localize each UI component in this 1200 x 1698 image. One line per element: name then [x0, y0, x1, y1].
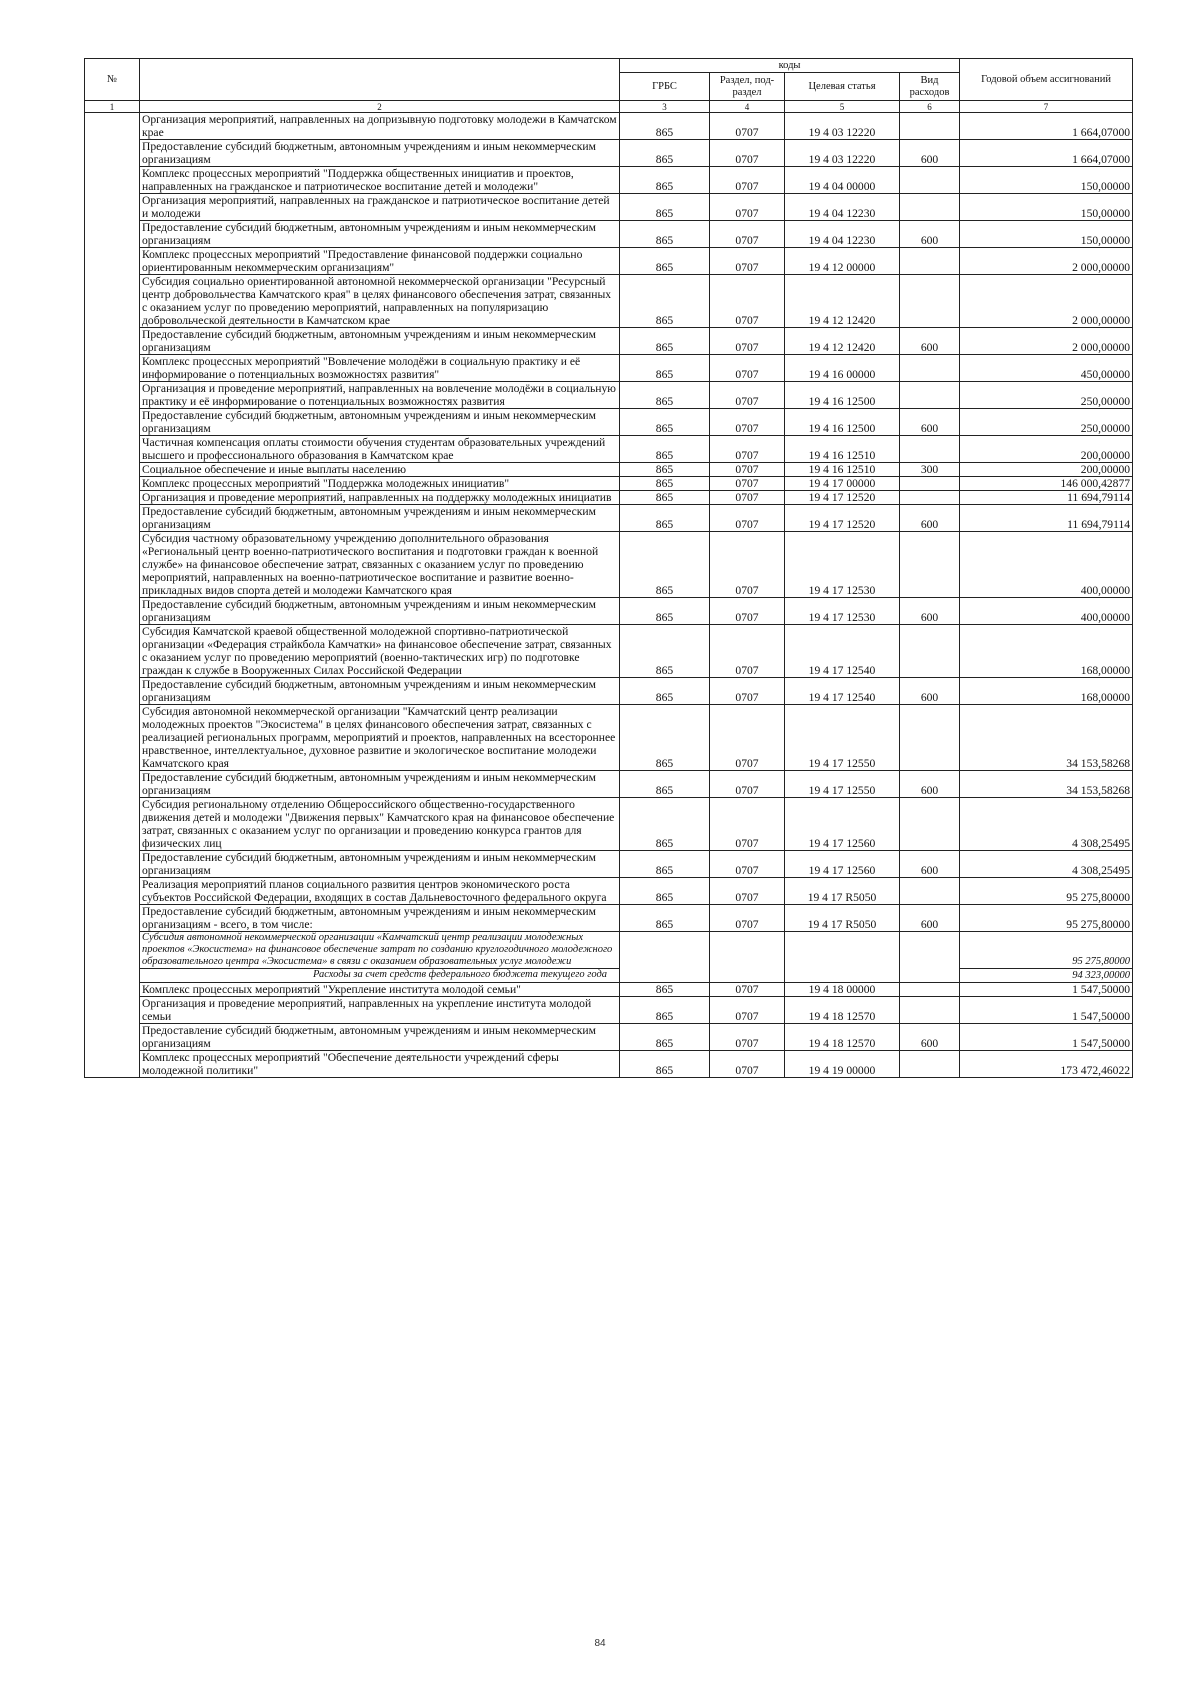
row-expense-type: 600: [900, 409, 960, 436]
row-target-article: 19 4 03 12220: [785, 140, 900, 167]
row-name: Предоставление субсидий бюджетным, автономным учреждениям и иным некоммерческим организациям: [140, 140, 620, 167]
row-target-article: 19 4 17 00000: [785, 477, 900, 491]
row-amount: 34 153,58268: [960, 705, 1133, 771]
row-grbs: 865: [620, 505, 710, 532]
row-target-article: 19 4 12 12420: [785, 275, 900, 328]
row-expense-type: [900, 705, 960, 771]
row-name: Расходы за счет средств федерального бюджета текущего года: [140, 969, 620, 983]
row-grbs: [620, 969, 710, 983]
row-grbs: 865: [620, 248, 710, 275]
row-name: Предоставление субсидий бюджетным, автономным учреждениям и иным некоммерческим организациям: [140, 1024, 620, 1051]
row-target-article: 19 4 04 00000: [785, 167, 900, 194]
row-target-article: 19 4 17 12530: [785, 598, 900, 625]
row-amount: 250,00000: [960, 382, 1133, 409]
row-amount: 200,00000: [960, 436, 1133, 463]
row-grbs: 865: [620, 355, 710, 382]
row-grbs: 865: [620, 705, 710, 771]
row-razdel: 0707: [710, 113, 785, 140]
row-razdel: 0707: [710, 436, 785, 463]
row-target-article: 19 4 04 12230: [785, 194, 900, 221]
row-expense-type: 600: [900, 598, 960, 625]
row-grbs: 865: [620, 113, 710, 140]
row-razdel: 0707: [710, 275, 785, 328]
row-razdel: 0707: [710, 997, 785, 1024]
row-razdel: 0707: [710, 477, 785, 491]
row-amount: 1 547,50000: [960, 983, 1133, 997]
table-row: [85, 598, 1133, 625]
row-amount: 1 664,07000: [960, 140, 1133, 167]
row-target-article: [785, 969, 900, 983]
row-name: Субсидия Камчатской краевой общественной молодежной спортивно-патриотической организации «Федерация страйкбола Камчатки» на финансовое обеспечение затрат, связанных с оказанием услуг по проведению мероприятий (военно-тактических игр) по подготовке граждан к службе в Вооруженных Силах Российской Федерации: [140, 625, 620, 678]
row-name: Субсидия социально ориентированной автономной некоммерческой организации "Ресурсный центр добровольчества Камчатского края" в целях финансового обеспечения затрат, связанных с оказанием услуг по проведению мероприятий, направленных на популяризацию добровольческой деятельности в Камчатском крае: [140, 275, 620, 328]
row-grbs: 865: [620, 851, 710, 878]
row-razdel: 0707: [710, 983, 785, 997]
row-target-article: 19 4 17 R5050: [785, 878, 900, 905]
table-row: [85, 248, 1133, 275]
row-razdel: 0707: [710, 851, 785, 878]
row-expense-type: 600: [900, 505, 960, 532]
row-razdel: [710, 932, 785, 969]
row-expense-type: [900, 275, 960, 328]
table-row: [85, 798, 1133, 851]
table-row: [85, 463, 1133, 477]
budget-table: [84, 58, 1133, 1078]
row-target-article: 19 4 03 12220: [785, 113, 900, 140]
row-razdel: 0707: [710, 463, 785, 477]
row-target-article: 19 4 16 00000: [785, 355, 900, 382]
row-amount: 4 308,25495: [960, 798, 1133, 851]
row-amount: 1 547,50000: [960, 997, 1133, 1024]
table-row: [85, 705, 1133, 771]
row-razdel: 0707: [710, 355, 785, 382]
table-row: [85, 932, 1133, 969]
row-amount: 173 472,46022: [960, 1051, 1133, 1078]
row-name: Субсидия региональному отделению Общероссийского общественно-государственного движения детей и молодежи "Движения первых" Камчатского края на финансовое обеспечение затрат, связанных с оказанием услуг по организации и проведению конкурса грантов для физических лиц: [140, 798, 620, 851]
row-target-article: 19 4 17 12540: [785, 678, 900, 705]
row-razdel: 0707: [710, 248, 785, 275]
row-expense-type: 600: [900, 140, 960, 167]
row-target-article: 19 4 12 00000: [785, 248, 900, 275]
header-grbs: ГРБС: [620, 73, 710, 101]
row-amount: 11 694,79114: [960, 505, 1133, 532]
header-razdel: Раздел, под-раздел: [710, 73, 785, 101]
row-name: Организация и проведение мероприятий, направленных на вовлечение молодёжи в социальную практику и её информирование о потенциальных возможностях развития: [140, 382, 620, 409]
row-grbs: 865: [620, 328, 710, 355]
table-row: [85, 997, 1133, 1024]
row-target-article: 19 4 16 12510: [785, 436, 900, 463]
row-expense-type: 600: [900, 851, 960, 878]
row-name: Субсидия автономной некоммерческой организации "Камчатский центр реализации молодежных проектов "Экосистема" в целях финансового обеспечения затрат, связанных с реализацией региональных программ, мероприятий и проектов, направленных на всестороннее нравственное, интеллектуальное, духовное развитие и экологическое воспитание молодежи Камчатского края: [140, 705, 620, 771]
row-expense-type: [900, 491, 960, 505]
row-name: Комплекс процессных мероприятий "Обеспечение деятельности учреждений сферы молодежной политики": [140, 1051, 620, 1078]
row-name: Предоставление субсидий бюджетным, автономным учреждениям и иным некоммерческим организациям: [140, 598, 620, 625]
header-codes: коды: [620, 59, 960, 73]
row-grbs: 865: [620, 140, 710, 167]
row-target-article: 19 4 17 12560: [785, 851, 900, 878]
row-expense-type: [900, 194, 960, 221]
row-grbs: 865: [620, 1024, 710, 1051]
row-name: Реализация мероприятий планов социального развития центров экономического роста субъектов Российской Федерации, входящих в состав Дальневосточного федерального округа: [140, 878, 620, 905]
table-row: [85, 678, 1133, 705]
row-target-article: 19 4 16 12510: [785, 463, 900, 477]
row-amount: 150,00000: [960, 167, 1133, 194]
row-expense-type: [900, 878, 960, 905]
row-expense-type: [900, 997, 960, 1024]
header-name: [140, 59, 620, 101]
row-expense-type: [900, 382, 960, 409]
row-amount: 200,00000: [960, 463, 1133, 477]
row-amount: 168,00000: [960, 625, 1133, 678]
row-amount: 94 323,00000: [960, 969, 1133, 983]
row-target-article: 19 4 17 12560: [785, 798, 900, 851]
row-target-article: 19 4 16 12500: [785, 382, 900, 409]
row-grbs: 865: [620, 167, 710, 194]
row-name: Социальное обеспечение и иные выплаты населению: [140, 463, 620, 477]
row-razdel: 0707: [710, 194, 785, 221]
row-expense-type: [900, 625, 960, 678]
row-grbs: 865: [620, 221, 710, 248]
row-name: Предоставление субсидий бюджетным, автономным учреждениям и иным некоммерческим организациям - всего, в том числе:: [140, 905, 620, 932]
row-amount: 450,00000: [960, 355, 1133, 382]
row-razdel: 0707: [710, 167, 785, 194]
row-target-article: 19 4 04 12230: [785, 221, 900, 248]
table-row: [85, 275, 1133, 328]
row-target-article: 19 4 18 12570: [785, 997, 900, 1024]
row-target-article: 19 4 17 12520: [785, 491, 900, 505]
row-amount: 2 000,00000: [960, 248, 1133, 275]
row-grbs: 865: [620, 997, 710, 1024]
table-row: [85, 969, 1133, 983]
row-grbs: 865: [620, 771, 710, 798]
row-razdel: 0707: [710, 771, 785, 798]
row-expense-type: 600: [900, 328, 960, 355]
row-razdel: 0707: [710, 140, 785, 167]
row-target-article: 19 4 16 12500: [785, 409, 900, 436]
table-row: [85, 140, 1133, 167]
row-razdel: 0707: [710, 705, 785, 771]
row-amount: 11 694,79114: [960, 491, 1133, 505]
row-grbs: 865: [620, 275, 710, 328]
row-target-article: 19 4 18 12570: [785, 1024, 900, 1051]
col-number: 2: [140, 101, 620, 113]
row-grbs: 865: [620, 1051, 710, 1078]
table-row: [85, 491, 1133, 505]
row-amount: 150,00000: [960, 221, 1133, 248]
col-number: 6: [900, 101, 960, 113]
row-razdel: 0707: [710, 382, 785, 409]
row-amount: 150,00000: [960, 194, 1133, 221]
row-grbs: 865: [620, 678, 710, 705]
row-amount: 146 000,42877: [960, 477, 1133, 491]
row-expense-type: [900, 167, 960, 194]
row-amount: 95 275,80000: [960, 905, 1133, 932]
row-amount: 34 153,58268: [960, 771, 1133, 798]
row-amount: 95 275,80000: [960, 932, 1133, 969]
col-number: 7: [960, 101, 1133, 113]
header-annual-volume: Годовой объем ассигнований: [960, 59, 1133, 101]
row-grbs: 865: [620, 477, 710, 491]
row-target-article: 19 4 17 12520: [785, 505, 900, 532]
row-amount: 95 275,80000: [960, 878, 1133, 905]
row-target-article: 19 4 17 R5050: [785, 905, 900, 932]
table-row: [85, 1051, 1133, 1078]
row-expense-type: [900, 355, 960, 382]
row-amount: 250,00000: [960, 409, 1133, 436]
row-name: Комплекс процессных мероприятий "Поддержка общественных инициатив и проектов, направленных на гражданское и патриотическое воспитание детей и молодежи": [140, 167, 620, 194]
row-razdel: 0707: [710, 598, 785, 625]
col-number: 4: [710, 101, 785, 113]
row-razdel: 0707: [710, 878, 785, 905]
row-expense-type: 600: [900, 1024, 960, 1051]
table-row: [85, 477, 1133, 491]
row-razdel: 0707: [710, 505, 785, 532]
header-target-article: Целевая статья: [785, 73, 900, 101]
row-name: Организация и проведение мероприятий, направленных на поддержку молодежных инициатив: [140, 491, 620, 505]
row-name: Предоставление субсидий бюджетным, автономным учреждениям и иным некоммерческим организациям: [140, 678, 620, 705]
col-number: 1: [85, 101, 140, 113]
row-target-article: 19 4 18 00000: [785, 983, 900, 997]
row-expense-type: [900, 532, 960, 598]
row-name: Организация мероприятий, направленных на гражданское и патриотическое воспитание детей и молодежи: [140, 194, 620, 221]
row-razdel: 0707: [710, 409, 785, 436]
table-row: [85, 167, 1133, 194]
row-grbs: 865: [620, 983, 710, 997]
row-amount: 2 000,00000: [960, 328, 1133, 355]
table-row: [85, 409, 1133, 436]
row-razdel: 0707: [710, 532, 785, 598]
row-name: Комплекс процессных мероприятий "Поддержка молодежных инициатив": [140, 477, 620, 491]
row-grbs: 865: [620, 532, 710, 598]
row-razdel: 0707: [710, 328, 785, 355]
table-header: [85, 59, 1133, 113]
row-amount: 168,00000: [960, 678, 1133, 705]
row-name: Предоставление субсидий бюджетным, автономным учреждениям и иным некоммерческим организациям: [140, 221, 620, 248]
row-target-article: 19 4 17 12540: [785, 625, 900, 678]
row-grbs: 865: [620, 409, 710, 436]
row-expense-type: [900, 113, 960, 140]
row-name: Частичная компенсация оплаты стоимости обучения студентам образовательных учреждений высшего и профессионального образования в Камчатском крае: [140, 436, 620, 463]
table-row: [85, 355, 1133, 382]
row-grbs: 865: [620, 905, 710, 932]
row-amount: 400,00000: [960, 532, 1133, 598]
row-name: Субсидия автономной некоммерческой организации «Камчатский центр реализации молодежных проектов «Экосистема» на финансовое обеспечение затрат по созданию круглогодичного молодежного образовательного центра «Экосистема» в связи с оказанием образовательных услуг молодежи: [140, 932, 620, 969]
row-grbs: 865: [620, 436, 710, 463]
row-expense-type: [900, 436, 960, 463]
row-grbs: 865: [620, 878, 710, 905]
row-razdel: 0707: [710, 491, 785, 505]
row-razdel: 0707: [710, 625, 785, 678]
row-target-article: [785, 932, 900, 969]
header-num: №: [85, 59, 140, 101]
row-name: Комплекс процессных мероприятий "Вовлечение молодёжи в социальную практику и её информирование о потенциальных возможностях развития": [140, 355, 620, 382]
row-grbs: 865: [620, 491, 710, 505]
row-amount: 1 547,50000: [960, 1024, 1133, 1051]
row-expense-type: 600: [900, 678, 960, 705]
row-name: Предоставление субсидий бюджетным, автономным учреждениям и иным некоммерческим организациям: [140, 505, 620, 532]
row-razdel: 0707: [710, 905, 785, 932]
row-razdel: 0707: [710, 678, 785, 705]
row-name: Организация и проведение мероприятий, направленных на укрепление института молодой семьи: [140, 997, 620, 1024]
table-row: [85, 505, 1133, 532]
row-number-cell: [85, 113, 140, 1078]
table-row: [85, 436, 1133, 463]
row-amount: 400,00000: [960, 598, 1133, 625]
row-name: Предоставление субсидий бюджетным, автономным учреждениям и иным некоммерческим организациям: [140, 851, 620, 878]
header-expense-type: Вид расходов: [900, 73, 960, 101]
table-row: [85, 771, 1133, 798]
table-row: [85, 878, 1133, 905]
col-number: 5: [785, 101, 900, 113]
row-grbs: 865: [620, 382, 710, 409]
row-amount: 4 308,25495: [960, 851, 1133, 878]
row-expense-type: [900, 798, 960, 851]
row-target-article: 19 4 17 12530: [785, 532, 900, 598]
row-razdel: 0707: [710, 798, 785, 851]
row-amount: 2 000,00000: [960, 275, 1133, 328]
row-amount: 1 664,07000: [960, 113, 1133, 140]
row-target-article: 19 4 12 12420: [785, 328, 900, 355]
row-expense-type: 600: [900, 221, 960, 248]
row-name: Предоставление субсидий бюджетным, автономным учреждениям и иным некоммерческим организациям: [140, 409, 620, 436]
row-target-article: 19 4 17 12550: [785, 771, 900, 798]
table-row: [85, 851, 1133, 878]
table-row: [85, 194, 1133, 221]
row-name: Организация мероприятий, направленных на допризывную подготовку молодежи в Камчатском крае: [140, 113, 620, 140]
table-row: [85, 328, 1133, 355]
row-grbs: [620, 932, 710, 969]
row-name: Комплекс процессных мероприятий "Предоставление финансовой поддержки социально ориентированным некоммерческим организациям": [140, 248, 620, 275]
row-expense-type: [900, 983, 960, 997]
row-razdel: 0707: [710, 221, 785, 248]
row-target-article: 19 4 17 12550: [785, 705, 900, 771]
table-row: [85, 983, 1133, 997]
row-expense-type: 600: [900, 905, 960, 932]
table-row: [85, 221, 1133, 248]
table-row: [85, 1024, 1133, 1051]
row-name: Предоставление субсидий бюджетным, автономным учреждениям и иным некоммерческим организациям: [140, 771, 620, 798]
row-razdel: [710, 969, 785, 983]
row-expense-type: [900, 932, 960, 969]
row-name: Субсидия частному образовательному учреждению дополнительного образования «Региональный центр военно-патриотического воспитания и подготовки граждан к военной службе» на финансовое обеспечение затрат, связанных с оказанием услуг по проведению мероприятий, направленных на военно-патриотическое воспитание и развитие военно-прикладных видов спорта детей и молодежи Камчатского края: [140, 532, 620, 598]
row-grbs: 865: [620, 598, 710, 625]
table-row: [85, 905, 1133, 932]
row-grbs: 865: [620, 625, 710, 678]
row-razdel: 0707: [710, 1024, 785, 1051]
row-name: Предоставление субсидий бюджетным, автономным учреждениям и иным некоммерческим организациям: [140, 328, 620, 355]
row-expense-type: 300: [900, 463, 960, 477]
table-row: [85, 532, 1133, 598]
col-number: 3: [620, 101, 710, 113]
row-target-article: 19 4 19 00000: [785, 1051, 900, 1078]
table-row: [85, 113, 1133, 140]
row-expense-type: [900, 477, 960, 491]
row-razdel: 0707: [710, 1051, 785, 1078]
table-row: [85, 382, 1133, 409]
page-number: 84: [594, 1638, 606, 1649]
row-name: Комплекс процессных мероприятий "Укрепление института молодой семьи": [140, 983, 620, 997]
row-grbs: 865: [620, 194, 710, 221]
row-grbs: 865: [620, 798, 710, 851]
table-body: [85, 113, 1133, 1078]
row-expense-type: 600: [900, 771, 960, 798]
row-expense-type: [900, 1051, 960, 1078]
row-expense-type: [900, 969, 960, 983]
table-row: [85, 625, 1133, 678]
row-grbs: 865: [620, 463, 710, 477]
row-expense-type: [900, 248, 960, 275]
